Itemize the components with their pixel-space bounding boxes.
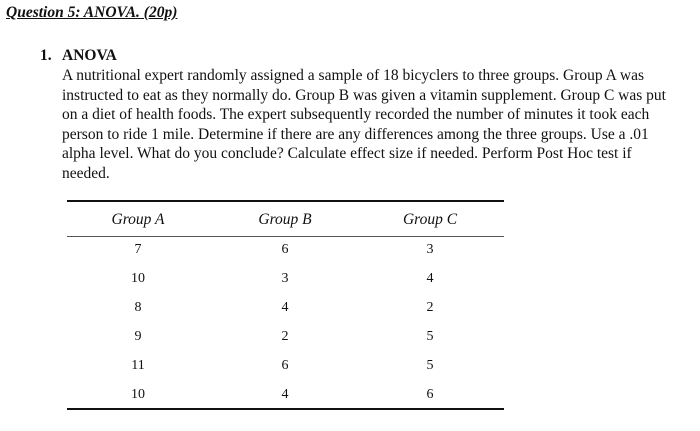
table-cell: 4 (281, 300, 289, 315)
question-number: 1. (40, 47, 52, 64)
table-cell: 11 (131, 358, 145, 373)
table-cell: 4 (426, 271, 434, 286)
question-heading: Question 5: ANOVA. (20p) (6, 4, 178, 21)
table-cell: 3 (281, 271, 289, 286)
table-cell: 9 (134, 329, 142, 344)
table-bottom-rule (67, 408, 504, 410)
table-cell: 10 (131, 271, 145, 286)
table-cell: 2 (281, 329, 289, 344)
question-text-line: needed. (62, 164, 110, 182)
column-header-group-b: Group B (258, 211, 312, 228)
question-text-line: instructed to eat as they normally do. Group B was given a vitamin supplement. Group C was put (62, 86, 666, 104)
table-cell: 5 (426, 358, 434, 373)
table-cell: 5 (426, 329, 434, 344)
question-text-line: alpha level. What do you conclude? Calculate effect size if needed. Perform Post Hoc test if (62, 145, 632, 163)
table-cell: 10 (131, 387, 145, 402)
table-cell: 6 (281, 358, 289, 373)
table-cell: 6 (281, 242, 289, 257)
table-cell: 6 (426, 387, 434, 402)
table-cell: 7 (134, 242, 142, 257)
question-body (62, 66, 692, 184)
table-cell: 8 (134, 300, 142, 315)
question-text-line: person to ride 1 mile. Determine if there are any differences among the three groups. Use a .01 (62, 125, 649, 143)
table-cell: 4 (281, 387, 289, 402)
table-cell: 2 (426, 300, 434, 315)
question-text-line: A nutritional expert randomly assigned a sample of 18 bicyclers to three groups. Group A was (62, 67, 644, 84)
column-header-group-c: Group C (402, 211, 458, 228)
column-header-group-a: Group A (111, 211, 165, 228)
table-top-rule (67, 200, 504, 202)
question-text-line: on a diet of health foods. The expert subsequently recorded the number of minutes it took each (62, 106, 650, 124)
table-cell: 3 (426, 242, 434, 257)
question-title: ANOVA (62, 47, 117, 64)
table-header-rule (67, 236, 504, 237)
